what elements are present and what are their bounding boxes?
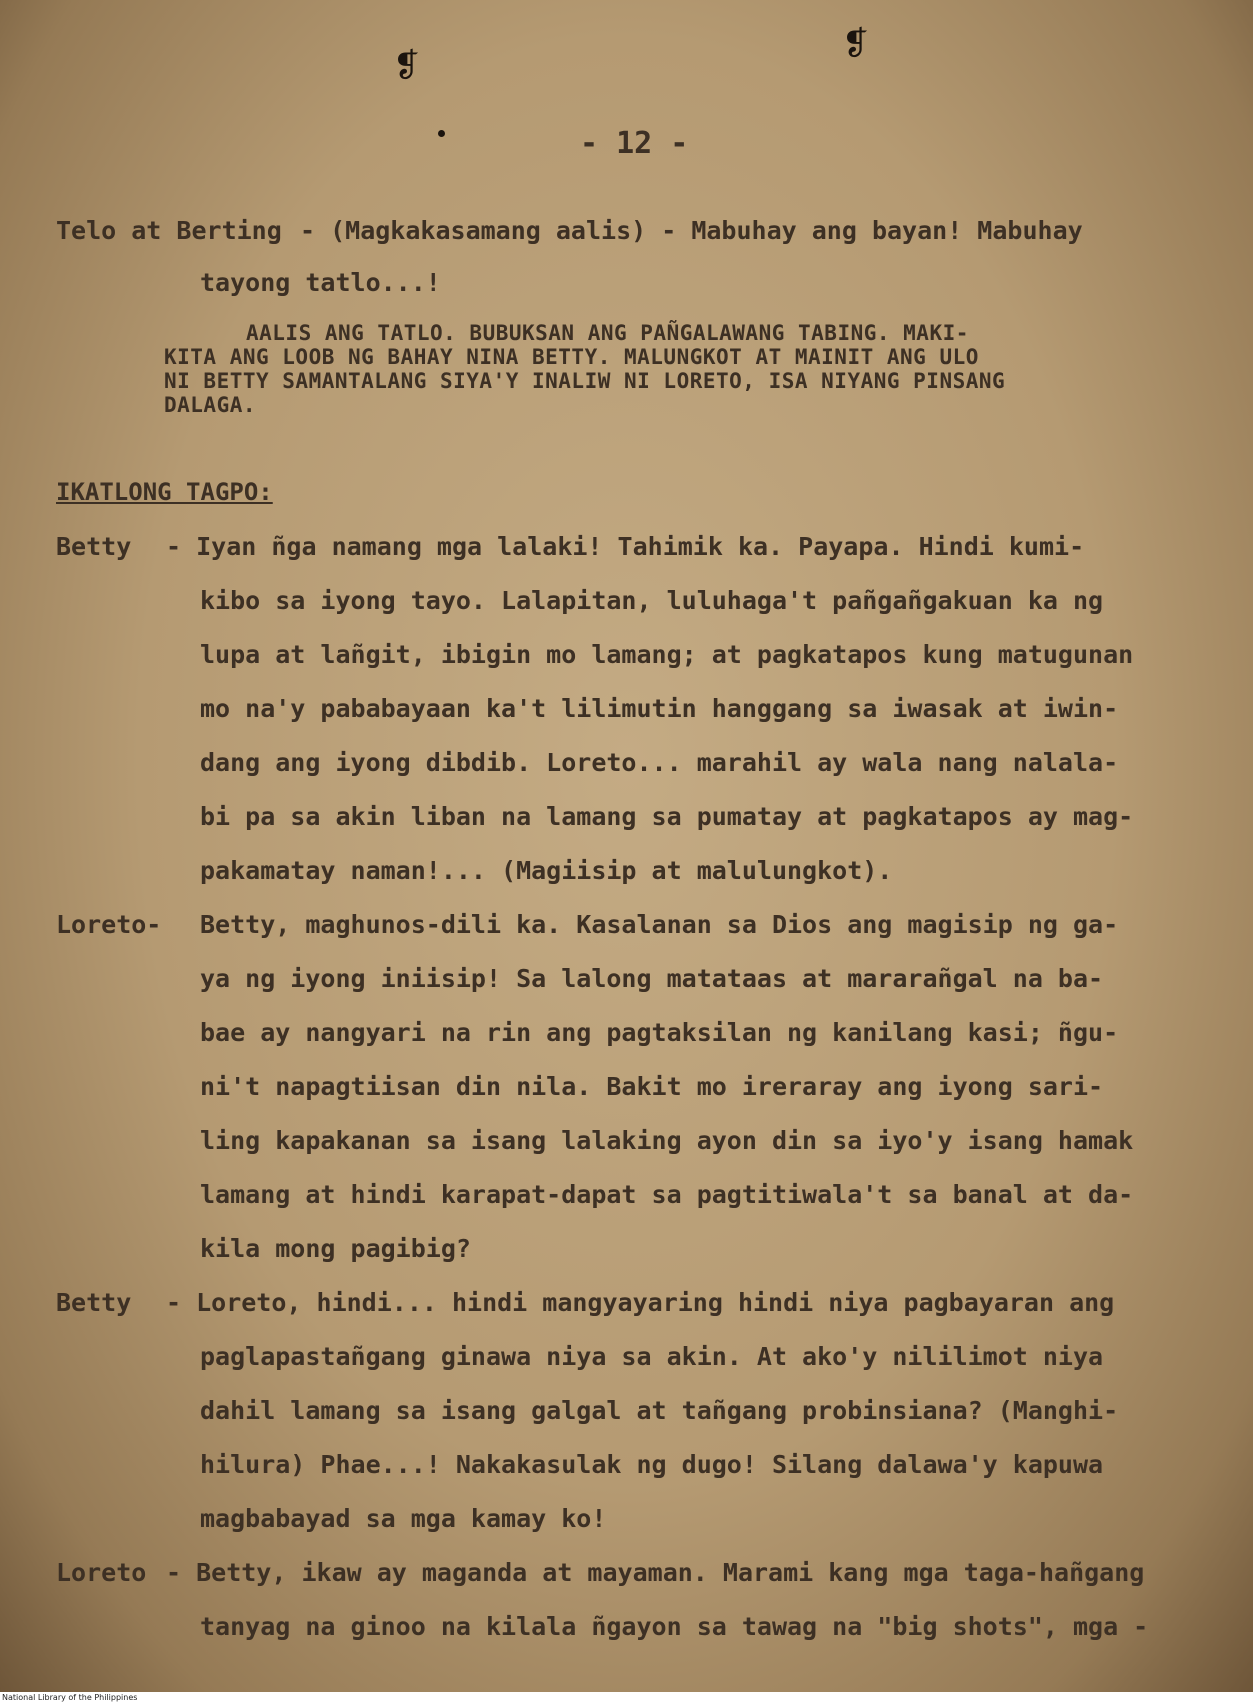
dialogue-line: dang ang iyong dibdib. Loreto... marahil ay wala nang nalala- xyxy=(200,748,1119,777)
dialogue-line: hilura) Phae...! Nakakasulak ng dugo! Silang dalawa'y kapuwa xyxy=(200,1450,1104,1479)
stage-direction-line: DALAGA. xyxy=(164,393,257,417)
dialogue-line: ya ng iyong iniisip! Sa lalong matataas at mararañgal na ba- xyxy=(200,964,1104,993)
dialogue-line: pakamatay naman!... (Magiisip at malulungkot). xyxy=(200,856,893,885)
footer-credit: National Library of the Philippines xyxy=(0,1692,1253,1703)
speaker-telo-berting: Telo at Berting xyxy=(56,216,282,245)
dialogue-line: kila mong pagibig? xyxy=(200,1234,471,1263)
dialogue-line: - Iyan ñga namang mga lalaki! Tahimik ka. Payapa. Hindi kumi- xyxy=(166,532,1085,561)
dialogue-line: tayong tatlo...! xyxy=(200,268,441,297)
dialogue-line: mo na'y pababayaan ka't lilimutin hanggang sa iwasak at iwin- xyxy=(200,694,1119,723)
dialogue-line: - Loreto, hindi... hindi mangyayaring hindi niya pagbayaran ang xyxy=(166,1288,1115,1317)
dialogue-line: tanyag na ginoo na kilala ñgayon sa tawag na "big shots", mga - xyxy=(200,1612,1149,1641)
dialogue-line: - (Magkakasamang aalis) - Mabuhay ang bayan! Mabuhay xyxy=(300,216,1083,245)
dialogue-line: dahil lamang sa isang galgal at tañgang probinsiana? (Manghi- xyxy=(200,1396,1119,1425)
binding-mark-left: ❡ xyxy=(396,40,421,86)
dialogue-line: ling kapakanan sa isang lalaking ayon din sa iyo'y isang hamak xyxy=(200,1126,1134,1155)
scene-heading: IKATLONG TAGPO: xyxy=(56,478,273,506)
speaker-loreto: Loreto- xyxy=(56,910,162,939)
page-number: - 12 - xyxy=(580,126,689,161)
speaker-betty: Betty xyxy=(56,532,132,561)
stage-direction-line: KITA ANG LOOB NG BAHAY NINA BETTY. MALUNGKOT AT MAINIT ANG ULO xyxy=(164,345,979,369)
dialogue-line: Betty, maghunos-dili ka. Kasalanan sa Dios ang magisip ng ga- xyxy=(200,910,1119,939)
dialogue-line: lamang at hindi karapat-dapat sa pagtitiwala't sa banal at da- xyxy=(200,1180,1134,1209)
ink-dot xyxy=(438,130,445,137)
dialogue-line: bae ay nangyari na rin ang pagtaksilan ng kanilang kasi; ñgu- xyxy=(200,1018,1119,1047)
speaker-loreto: Loreto xyxy=(56,1558,147,1587)
dialogue-line: bi pa sa akin liban na lamang sa pumatay at pagkatapos ay mag- xyxy=(200,802,1134,831)
dialogue-line: magbabayad sa mga kamay ko! xyxy=(200,1504,607,1533)
speaker-betty: Betty xyxy=(56,1288,132,1317)
dialogue-line: - Betty, ikaw ay maganda at mayaman. Marami kang mga taga-hañgang xyxy=(166,1558,1145,1587)
binding-mark-right: ❡ xyxy=(845,18,870,64)
dialogue-line: kibo sa iyong tayo. Lalapitan, luluhaga't pañgañgakuan ka ng xyxy=(200,586,1104,615)
stage-direction-line: AALIS ANG TATLO. BUBUKSAN ANG PAÑGALAWANG TABING. MAKI- xyxy=(246,321,969,345)
dialogue-line: ni't napagtiisan din nila. Bakit mo ireraray ang iyong sari- xyxy=(200,1072,1104,1101)
dialogue-line: paglapastañgang ginawa niya sa akin. At ako'y nililimot niya xyxy=(200,1342,1104,1371)
stage-direction-line: NI BETTY SAMANTALANG SIYA'Y INALIW NI LORETO, ISA NIYANG PINSANG xyxy=(164,369,1006,393)
dialogue-line: lupa at lañgit, ibigin mo lamang; at pagkatapos kung matugunan xyxy=(200,640,1134,669)
